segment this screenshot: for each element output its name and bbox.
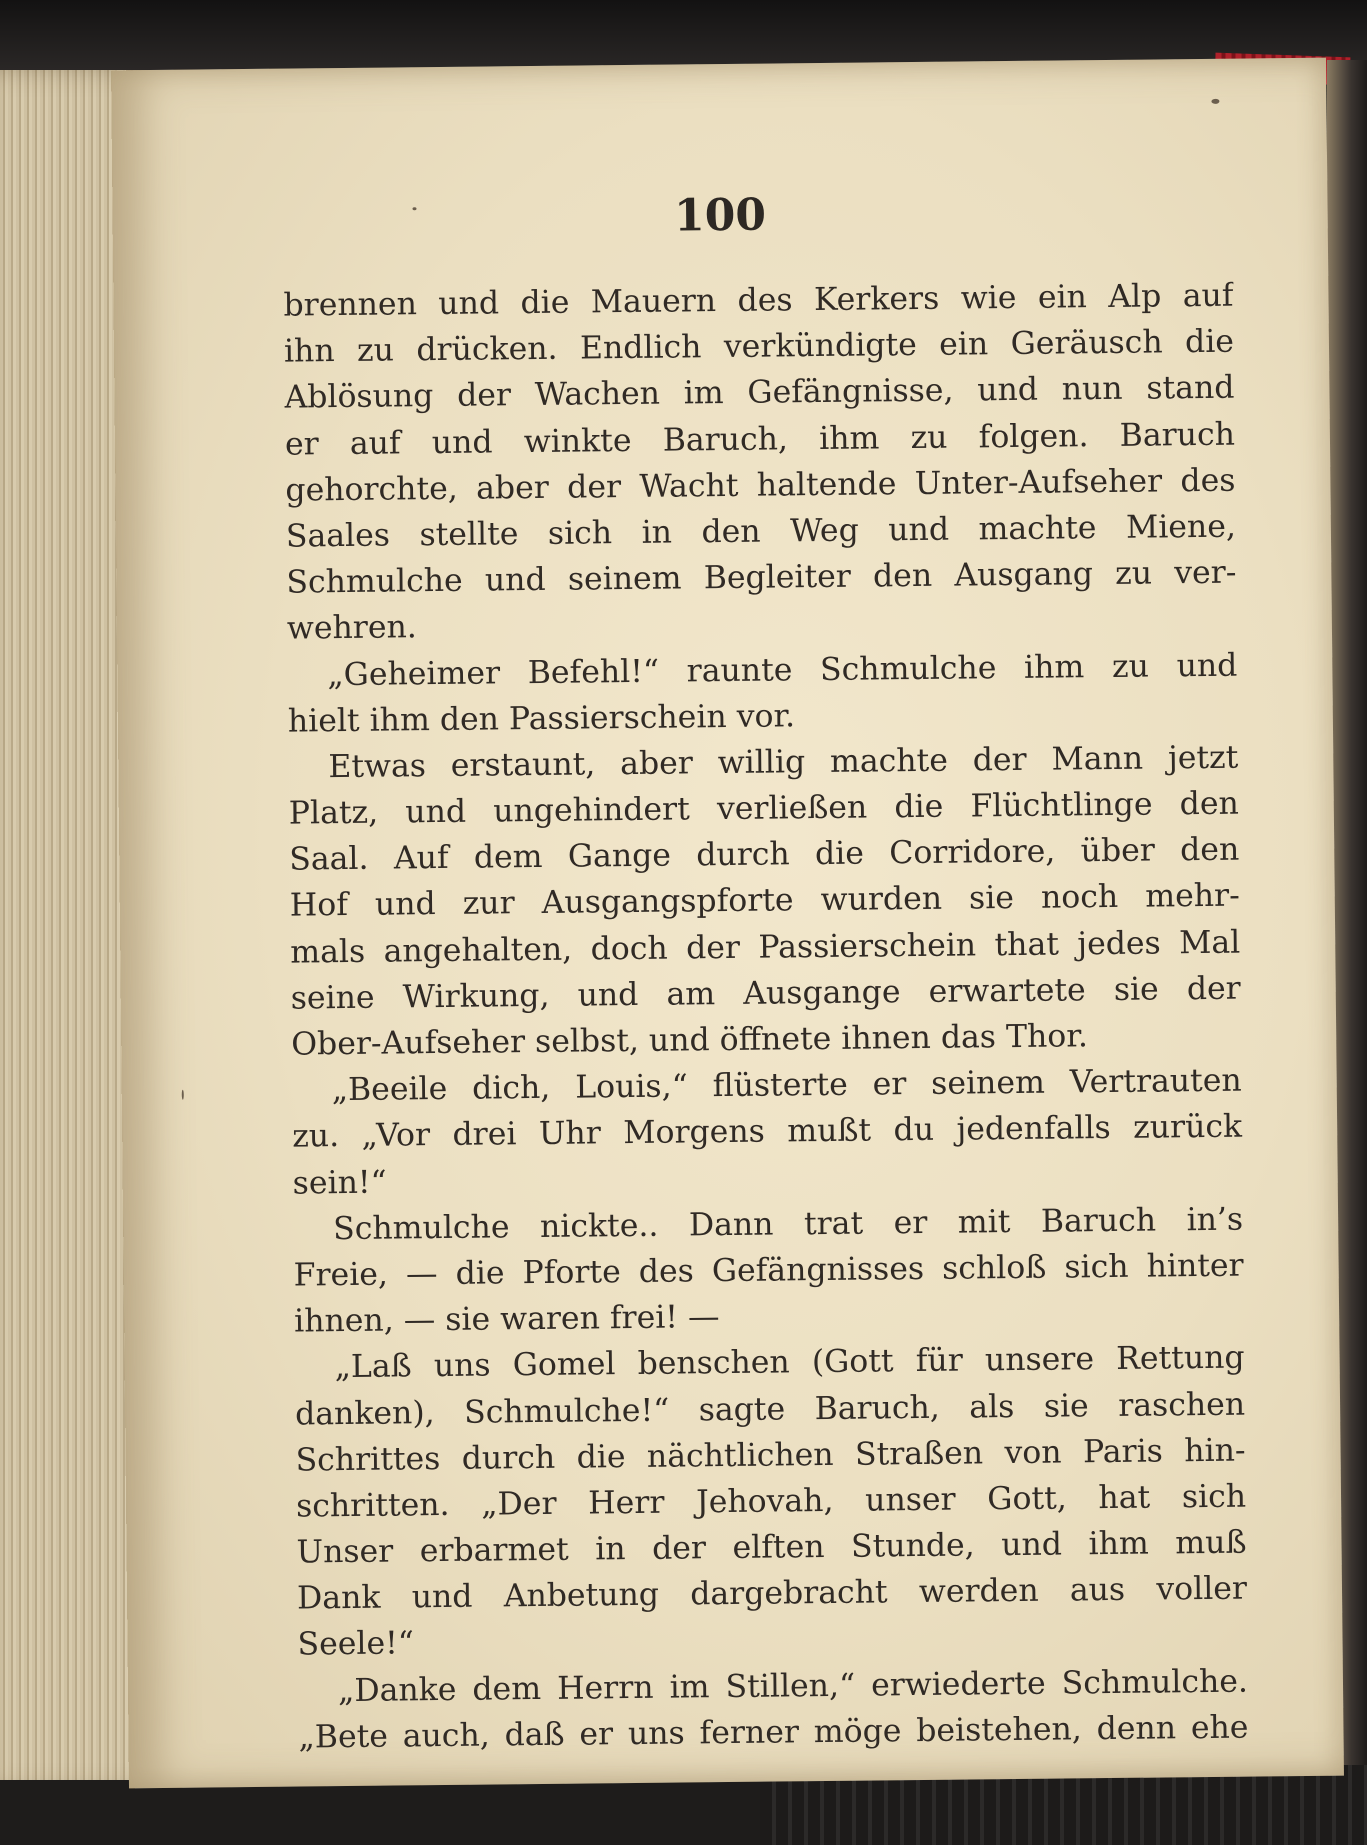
paper-speck (1211, 99, 1219, 104)
text-line: danken), Schmulche!“ sagte Baruch, als sie raschen (294, 1386, 1246, 1433)
text-line: „Beeile dich, Louis,“ flüsterte er seinem Vertrauten (331, 1062, 1242, 1109)
text-line: wehren. (286, 609, 417, 647)
page-body-text (283, 273, 1248, 1761)
text-line: zu. „Vor drei Uhr Morgens mußt du jedenfalls zurück (292, 1108, 1243, 1155)
text-line: ihnen, — sie waren frei! — (293, 1299, 720, 1340)
text-line: brennen und die Mauern des Kerkers wie ein Alp auf (283, 277, 1234, 324)
book-cover-bottom (0, 1780, 760, 1845)
text-line: Dank und Anbetung dargebracht werden aus voller (296, 1570, 1248, 1617)
text-line: ihn zu drücken. Endlich verkündigte ein Geräusch die (283, 323, 1235, 370)
text-line: schritten. „Der Herr Jehovah, unser Gott, hat sich (295, 1478, 1247, 1525)
text-line: Freie, — die Pforte des Gefängnisses schloß sich hinter (293, 1247, 1244, 1294)
text-line: Schmulche nickte.. Dann trat er mit Baruch in’s (332, 1201, 1244, 1247)
text-line: Ablösung der Wachen im Gefängnisse, und nun stand (284, 370, 1235, 416)
text-line: Schmulche und seinem Begleiter den Ausgang zu ver- (286, 554, 1237, 601)
text-line: Platz, und ungehindert verließen die Flüchtlinge den (288, 785, 1239, 832)
text-line: Schrittes durch die nächtlichen Straßen von Paris hin- (295, 1432, 1246, 1479)
text-line: „Geheimer Befehl!“ raunte Schmulche ihm zu und (327, 647, 1238, 693)
text-line: Etwas erstaunt, aber willig machte der Mann jetzt (328, 739, 1239, 786)
text-line: gehorchte, aber der Wacht haltende Unter-Aufseher des (285, 462, 1236, 509)
text-line: Ober-Aufseher selbst, und öffnete ihnen das Thor. (291, 1018, 1089, 1063)
text-line: Saales stellte sich in den Weg und machte Miene, (285, 508, 1237, 555)
page-number: 100 (673, 189, 767, 242)
text-line: Saal. Auf dem Gange durch die Corridore, über den (289, 831, 1240, 878)
text-line: seine Wirkung, und am Ausgange erwartete sie der (290, 970, 1241, 1017)
text-line: Unser erbarmet in der elften Stunde, und ihm muß (296, 1524, 1247, 1571)
text-line: Seele!“ (297, 1625, 415, 1663)
text-line: mals angehalten, doch der Passierschein that jedes Mal (290, 924, 1241, 971)
text-line: „Bete auch, daß er uns ferner möge beistehen, denn ehe (298, 1709, 1249, 1756)
text-line: „Danke dem Herrn im Stillen,“ erwiederte Schmulche. (337, 1663, 1249, 1709)
text-line: er auf und winkte Baruch, ihm zu folgen. Baruch (284, 416, 1236, 463)
paper-speck (412, 207, 416, 210)
text-line: Hof und zur Ausgangspforte wurden sie noch mehr- (289, 878, 1240, 925)
paper-speck (182, 1090, 184, 1100)
text-line: sein!“ (292, 1164, 387, 1202)
text-line: hielt ihm den Passierschein vor. (287, 697, 796, 740)
book-page (111, 58, 1344, 1789)
text-line: „Laß uns Gomel benschen (Gott für unsere Rettung (334, 1339, 1245, 1386)
